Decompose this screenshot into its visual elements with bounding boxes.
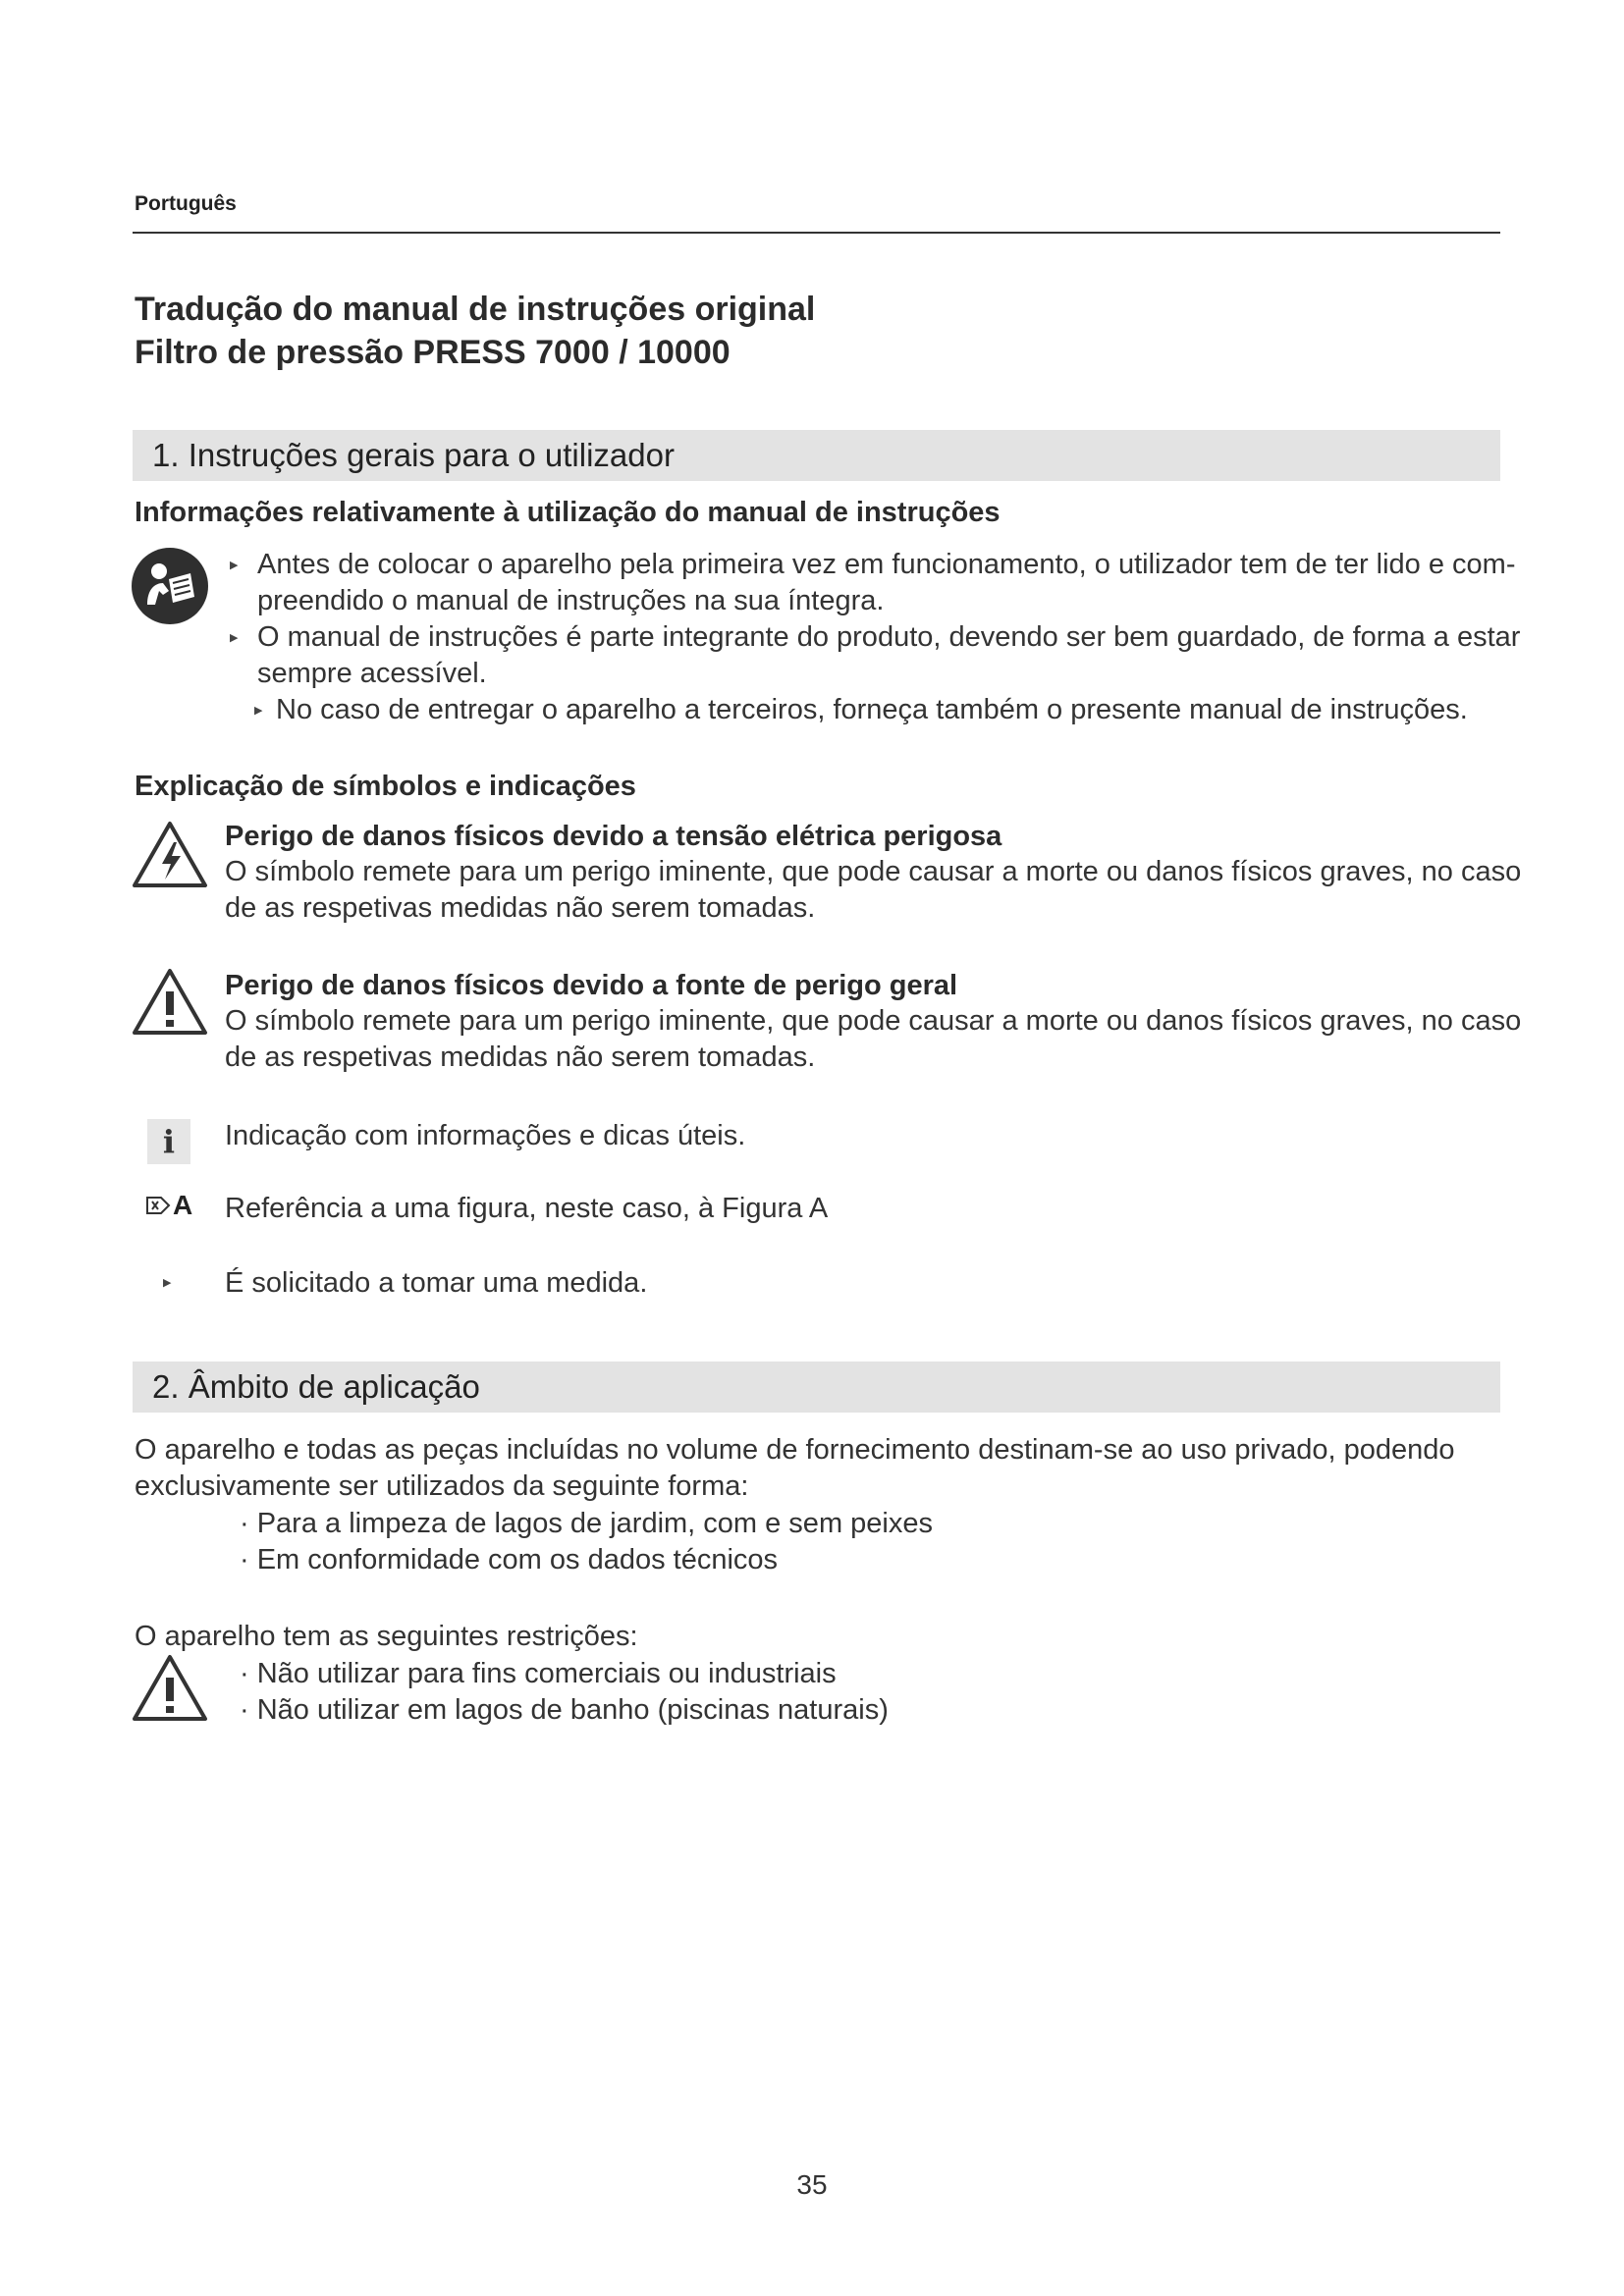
- electric-hazard-line2: de as respetivas medidas não serem tomadas.: [225, 892, 816, 924]
- bullet-1-line1: Antes de colocar o aparelho pela primeira vez em funcionamento, o utilizador tem de ter lido e com-: [257, 549, 1516, 580]
- general-hazard-title: Perigo de danos físicos devido a fonte de perigo geral: [225, 970, 958, 1001]
- general-hazard-line2: de as respetivas medidas não serem tomadas.: [225, 1041, 816, 1073]
- electric-hazard-icon: [132, 821, 208, 889]
- document-title-line1: Tradução do manual de instruções original: [135, 291, 816, 328]
- bullet-arrow-icon: ▶: [230, 632, 239, 644]
- info-icon: i: [147, 1119, 190, 1164]
- bullet-2-line2: sempre acessível.: [257, 658, 487, 689]
- figure-reference-text: Referência a uma figura, neste caso, à Figura A: [225, 1193, 829, 1224]
- section-1-subheading: Informações relativamente à utilização do manual de instruções: [135, 497, 1001, 528]
- electric-hazard-line1: O símbolo remete para um perigo iminente, que pode causar a morte ou danos físicos graves, no caso: [225, 856, 1522, 887]
- electric-hazard-title: Perigo de danos físicos devido a tensão elétrica perigosa: [225, 821, 1002, 852]
- figure-reference-icon: [145, 1190, 192, 1221]
- bullet-1-line2: preendido o manual de instruções na sua íntegra.: [257, 585, 885, 616]
- bullet-arrow-icon: ▶: [254, 705, 263, 717]
- page-number: 35: [796, 2169, 828, 2200]
- section-1-heading: 1. Instruções gerais para o utilizador: [133, 430, 1500, 481]
- bullet-arrow-icon: ▶: [230, 560, 239, 571]
- symbols-heading: Explicação de símbolos e indicações: [135, 771, 636, 802]
- action-text: É solicitado a tomar uma medida.: [225, 1267, 648, 1299]
- use-item-2: · Em conformidade com os dados técnicos: [240, 1544, 779, 1575]
- figure-reference-label: A: [173, 1190, 193, 1220]
- general-hazard-line1: O símbolo remete para um perigo iminente, que pode causar a morte ou danos físicos graves, no caso: [225, 1005, 1522, 1037]
- general-warning-icon: [132, 1654, 208, 1723]
- info-text: Indicação com informações e dicas úteis.: [225, 1120, 746, 1151]
- read-manual-icon: [130, 546, 210, 626]
- general-warning-icon: [132, 968, 208, 1037]
- section-2-heading: 2. Âmbito de aplicação: [133, 1362, 1500, 1413]
- header-divider: [133, 232, 1500, 234]
- action-arrow-icon: ▶: [163, 1277, 172, 1289]
- restriction-item-2: · Não utilizar em lagos de banho (piscinas naturais): [240, 1694, 889, 1726]
- restriction-item-1: · Não utilizar para fins comerciais ou industriais: [240, 1658, 837, 1689]
- document-title-line2: Filtro de pressão PRESS 7000 / 10000: [135, 334, 731, 371]
- language-label: Português: [135, 192, 237, 215]
- section-2-intro-line2: exclusivamente ser utilizados da seguinte forma:: [135, 1470, 749, 1502]
- bullet-3-line1: No caso de entregar o aparelho a terceiros, forneça também o presente manual de instruções.: [276, 694, 1468, 725]
- bullet-2-line1: O manual de instruções é parte integrante do produto, devendo ser bem guardado, de forma a estar: [257, 621, 1521, 653]
- restrictions-intro: O aparelho tem as seguintes restrições:: [135, 1621, 638, 1652]
- use-item-1: · Para a limpeza de lagos de jardim, com e sem peixes: [240, 1508, 933, 1539]
- section-2-intro-line1: O aparelho e todas as peças incluídas no volume de fornecimento destinam-se ao uso privado, podendo: [135, 1434, 1455, 1466]
